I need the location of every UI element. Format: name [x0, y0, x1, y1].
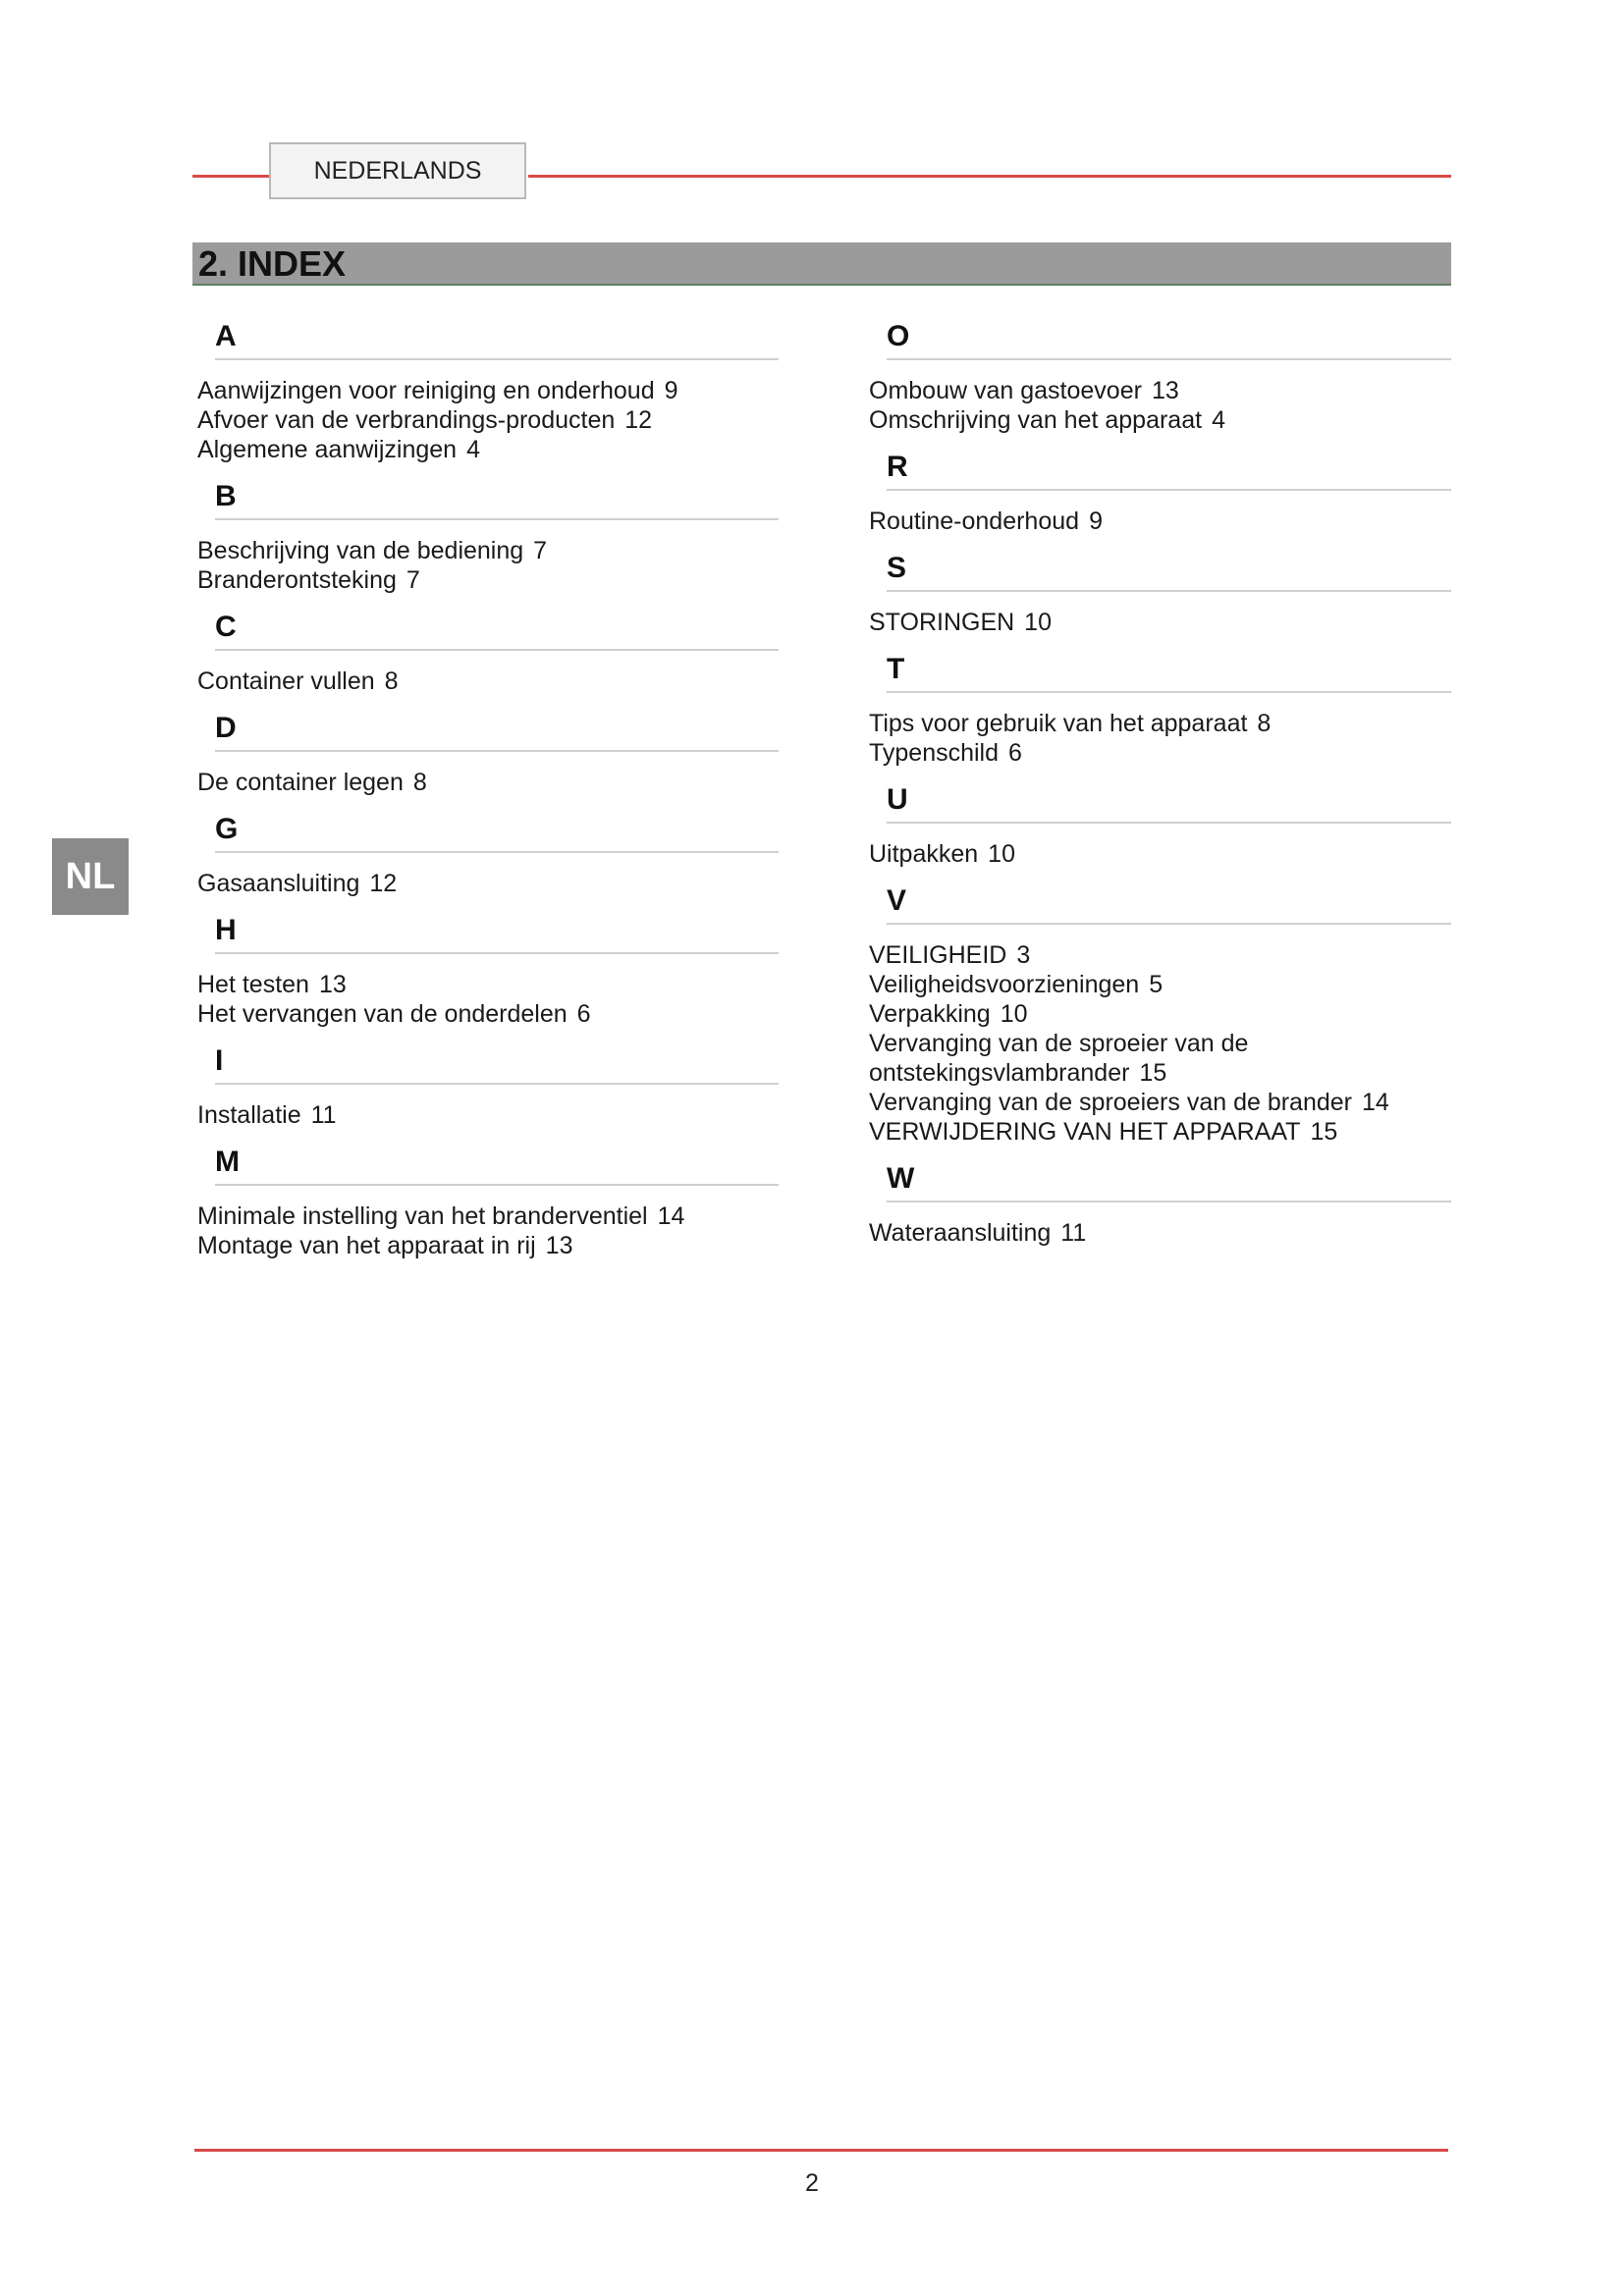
index-letter-heading: T [887, 645, 1451, 693]
index-entry-page: 12 [369, 870, 398, 897]
index-entry-text: Container vullen [197, 667, 375, 695]
index-entry-list [869, 709, 1451, 768]
index-letter-heading: H [215, 906, 779, 954]
index-entry-text: Omschrijving van het apparaat [869, 406, 1203, 434]
index-entry-list [869, 839, 1451, 869]
index-column-left [197, 312, 779, 1268]
index-entry-text: De container legen [197, 769, 404, 796]
index-entry-page: 15 [1310, 1118, 1338, 1146]
index-entry [869, 507, 1451, 536]
index-letter-heading: R [887, 443, 1451, 491]
index-letter-heading: M [215, 1138, 779, 1186]
index-entry-text: VEILIGHEID [869, 941, 1007, 969]
index-entry [869, 1218, 1451, 1248]
index-entry [197, 405, 779, 435]
index-entry-list [869, 376, 1451, 435]
index-entry-text: STORINGEN [869, 609, 1015, 636]
index-entry-page: 13 [1151, 377, 1179, 404]
index-entry-page: 3 [1016, 941, 1031, 969]
index-entry [197, 999, 779, 1029]
index-entry-page: 7 [533, 537, 548, 564]
index-entry-list [197, 536, 779, 595]
index-entry [869, 1088, 1451, 1117]
index-entry [197, 1201, 779, 1231]
index-entry-text: Veiligheidsvoorzieningen [869, 971, 1140, 998]
index-entry-page: 9 [1089, 507, 1103, 535]
index-entry-list [869, 1218, 1451, 1248]
index-entry-text: Installatie [197, 1101, 301, 1129]
index-entry [869, 970, 1451, 999]
index-entry-list [869, 940, 1451, 1147]
index-entry-page: 13 [545, 1232, 573, 1259]
index-entry-text: Branderontsteking [197, 566, 397, 594]
index-entry-text: Tips voor gebruik van het apparaat [869, 710, 1248, 737]
index-entry [197, 869, 779, 898]
index-entry-text: VERWIJDERING VAN HET APPARAAT [869, 1118, 1301, 1146]
index-entry-page: 11 [310, 1101, 337, 1129]
header-rule-left [192, 175, 269, 178]
index-letter-heading: V [887, 877, 1451, 925]
index-entry-list [197, 1100, 779, 1130]
index-entry-page: 10 [988, 840, 1015, 868]
language-tab: NEDERLANDS [269, 142, 526, 199]
index-entry-text: Gasaansluiting [197, 870, 360, 897]
index-entry-text: Wateraansluiting [869, 1219, 1052, 1247]
index-entry-page: 15 [1139, 1059, 1167, 1087]
index-entry-page: 12 [624, 406, 653, 434]
index-entry [197, 536, 779, 565]
index-entry [869, 376, 1451, 405]
index-entry [869, 839, 1451, 869]
index-entry-text: Vervanging van de sproeiers van de brander [869, 1089, 1352, 1116]
index-entry [869, 1029, 1451, 1088]
index-entry-text: Uitpakken [869, 840, 979, 868]
index-entry-list [869, 608, 1451, 637]
section-title-bar [192, 242, 1451, 286]
index-entry-list [197, 768, 779, 797]
index-entry-text: Vervanging van de sproeier van de ontstekingsvlambrander [869, 1030, 1249, 1087]
index-entry-page: 5 [1149, 971, 1164, 998]
index-entry-text: Aanwijzingen voor reiniging en onderhoud [197, 377, 655, 404]
index-letter-heading: G [215, 805, 779, 853]
index-column-right [869, 312, 1451, 1255]
index-entry-page: 8 [1257, 710, 1272, 737]
index-entry-text: Montage van het apparaat in rij [197, 1232, 536, 1259]
index-entry-page: 9 [664, 377, 678, 404]
footer-rule [194, 2149, 1448, 2152]
index-entry-text: Algemene aanwijzingen [197, 436, 458, 463]
index-entry-list [197, 376, 779, 464]
index-entry-text: Afvoer van de verbrandings-producten [197, 406, 616, 434]
index-entry [197, 970, 779, 999]
index-entry-text: Verpakking [869, 1000, 991, 1028]
index-entry [869, 999, 1451, 1029]
index-entry [869, 608, 1451, 637]
index-entry-text: Beschrijving van de bediening [197, 537, 524, 564]
index-entry-text: Het testen [197, 971, 309, 998]
index-letter-heading: W [887, 1154, 1451, 1202]
index-entry [869, 1117, 1451, 1147]
index-entry [869, 405, 1451, 435]
index-entry-page: 7 [406, 566, 420, 594]
index-entry-page: 14 [1362, 1089, 1389, 1116]
index-entry-page: 14 [657, 1202, 685, 1230]
index-entry [197, 667, 779, 696]
index-entry [869, 738, 1451, 768]
index-entry-text: Ombouw van gastoevoer [869, 377, 1142, 404]
index-entry-list [197, 667, 779, 696]
index-entry [197, 1100, 779, 1130]
index-letter-heading: I [215, 1037, 779, 1085]
index-entry [197, 768, 779, 797]
index-entry-page: 8 [412, 769, 427, 796]
index-entry-page: 4 [1212, 406, 1225, 434]
index-letter-heading: D [215, 704, 779, 752]
language-side-tab: NL [52, 838, 129, 915]
index-entry-list [197, 1201, 779, 1260]
index-entry [197, 565, 779, 595]
index-entry-page: 11 [1060, 1219, 1087, 1247]
index-entry-page: 13 [318, 971, 347, 998]
index-entry-page: 4 [466, 436, 480, 463]
index-entry-text: Typenschild [869, 739, 1000, 767]
index-entry [869, 709, 1451, 738]
index-letter-heading: B [215, 472, 779, 520]
index-entry-page: 10 [1000, 1000, 1028, 1028]
index-entry [197, 1231, 779, 1260]
page-title: 2. INDEX [198, 243, 347, 284]
index-letter-heading: O [887, 312, 1451, 360]
index-letter-heading: C [215, 603, 779, 651]
header-rule-right [528, 175, 1451, 178]
index-entry [197, 376, 779, 405]
index-entry-page: 10 [1024, 609, 1052, 636]
index-entry-text: Routine-onderhoud [869, 507, 1080, 535]
index-entry-list [197, 970, 779, 1029]
index-letter-heading: U [887, 775, 1451, 824]
index-entry-list [869, 507, 1451, 536]
page-number: 2 [805, 2169, 819, 2197]
index-entry [197, 435, 779, 464]
index-letter-heading: A [215, 312, 779, 360]
index-entry-text: Het vervangen van de onderdelen [197, 1000, 568, 1028]
index-entry-text: Minimale instelling van het branderventiel [197, 1202, 648, 1230]
index-letter-heading: S [887, 544, 1451, 592]
index-entry-page: 8 [384, 667, 399, 695]
index-entry-page: 6 [576, 1000, 591, 1028]
index-entry [869, 940, 1451, 970]
index-entry-list [197, 869, 779, 898]
index-entry-page: 6 [1008, 739, 1022, 767]
